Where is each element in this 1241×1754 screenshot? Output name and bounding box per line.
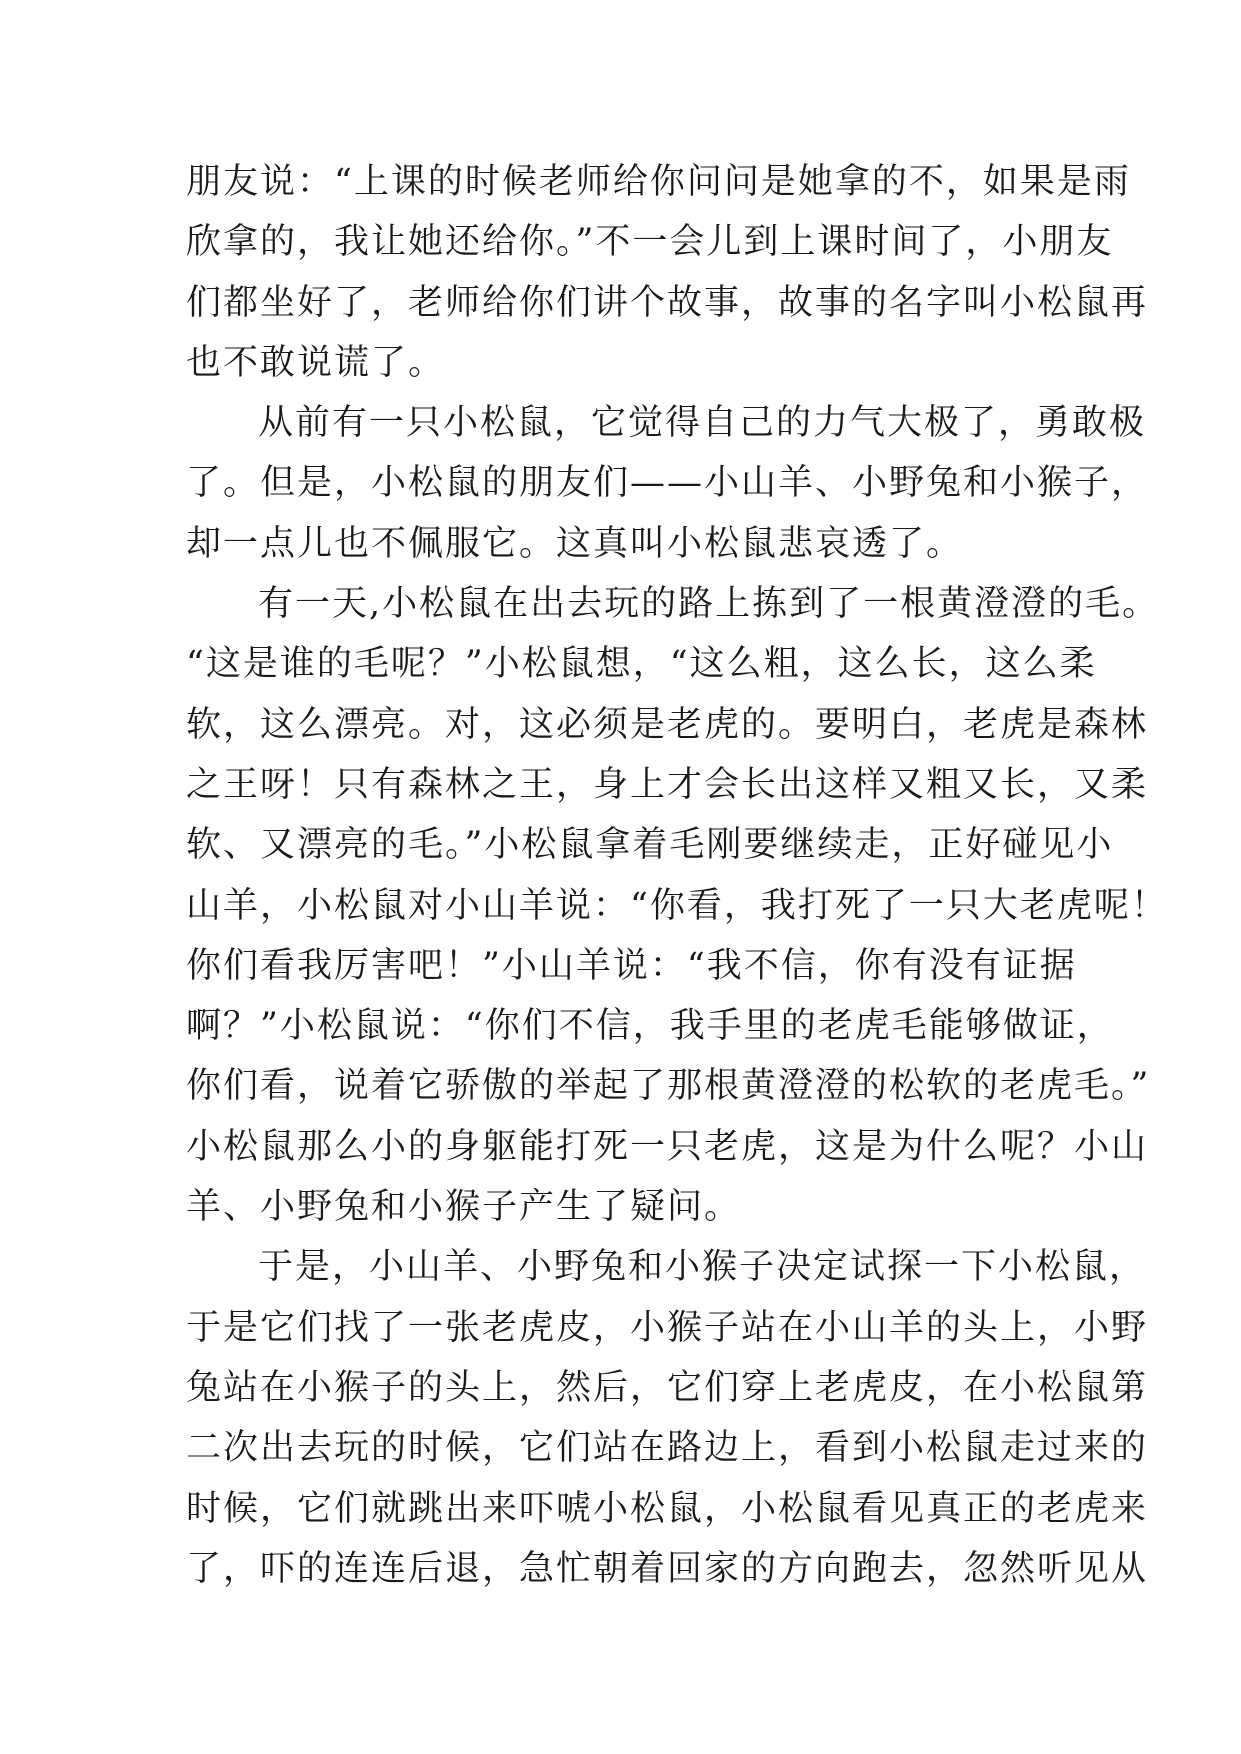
- text-line: 羊、小野兔和小猴子产生了疑问。: [186, 1187, 742, 1228]
- text-line: “这是谁的毛呢？”小松鼠想，“这么粗，这么长，这么柔: [186, 644, 1097, 685]
- text-line: 软，这么漂亮。对，这必须是老虎的。要明白，老虎是森林: [186, 704, 1149, 745]
- text-line: 之王呀！只有森林之王，身上才会长出这样又粗又长，又柔: [186, 764, 1149, 805]
- text-line: 朋友说：“上课的时候老师给你问问是她拿的不，如果是雨: [186, 162, 1131, 202]
- text-line: 欣拿的，我让她还给你。”不一会儿到上课时间了，小朋友: [186, 222, 1114, 263]
- text-line: 二次出去玩的时候，它们站在路边上，看到小松鼠走过来的: [186, 1428, 1149, 1469]
- text-line: 兔站在小猴子的头上，然后，它们穿上老虎皮，在小松鼠第: [186, 1367, 1149, 1408]
- text-line: 啊？”小松鼠说：“你们不信，我手里的老虎毛能够做证，: [186, 1006, 1114, 1047]
- text-line: 了。但是，小松鼠的朋友们——小山羊、小野兔和小猴子，: [186, 463, 1149, 504]
- text-line: 于是它们找了一张老虎皮，小猴子站在小山羊的头上，小野: [186, 1307, 1149, 1348]
- text-line: 们都坐好了，老师给你们讲个故事，故事的名字叫小松鼠再: [186, 282, 1149, 323]
- paragraph-first-line: 有一天,小松鼠在出去玩的路上拣到了一根黄澄澄的毛。: [258, 584, 1160, 625]
- paragraph-first-line: 于是，小山羊、小野兔和小猴子决定试探一下小松鼠，: [258, 1247, 1147, 1288]
- text-line: 小松鼠那么小的身躯能打死一只老虎，这是为什么呢？小山: [186, 1126, 1149, 1167]
- paragraph-first-line: 从前有一只小松鼠，它觉得自己的力气大极了，勇敢极: [258, 403, 1147, 444]
- text-line: 了，吓的连连后退，急忙朝着回家的方向跑去，忽然听见从: [186, 1548, 1149, 1589]
- text-line: 你们看，说着它骄傲的举起了那根黄澄澄的松软的老虎毛。”: [186, 1066, 1151, 1107]
- text-line: 软、又漂亮的毛。”小松鼠拿着毛刚要继续走，正好碰见小: [186, 825, 1114, 866]
- text-line: 却一点儿也不佩服它。这真叫小松鼠悲哀透了。: [186, 523, 964, 564]
- text-line: 也不敢说谎了。: [186, 342, 446, 383]
- text-line: 你们看我厉害吧！”小山羊说：“我不信，你有没有证据: [186, 945, 1077, 986]
- body-text: [186, 152, 1168, 1599]
- text-line: 山羊，小松鼠对小山羊说：“你看，我打死了一只大老虎呢！: [186, 885, 1168, 926]
- text-line: 时候，它们就跳出来吓唬小松鼠，小松鼠看见真正的老虎来: [186, 1488, 1149, 1529]
